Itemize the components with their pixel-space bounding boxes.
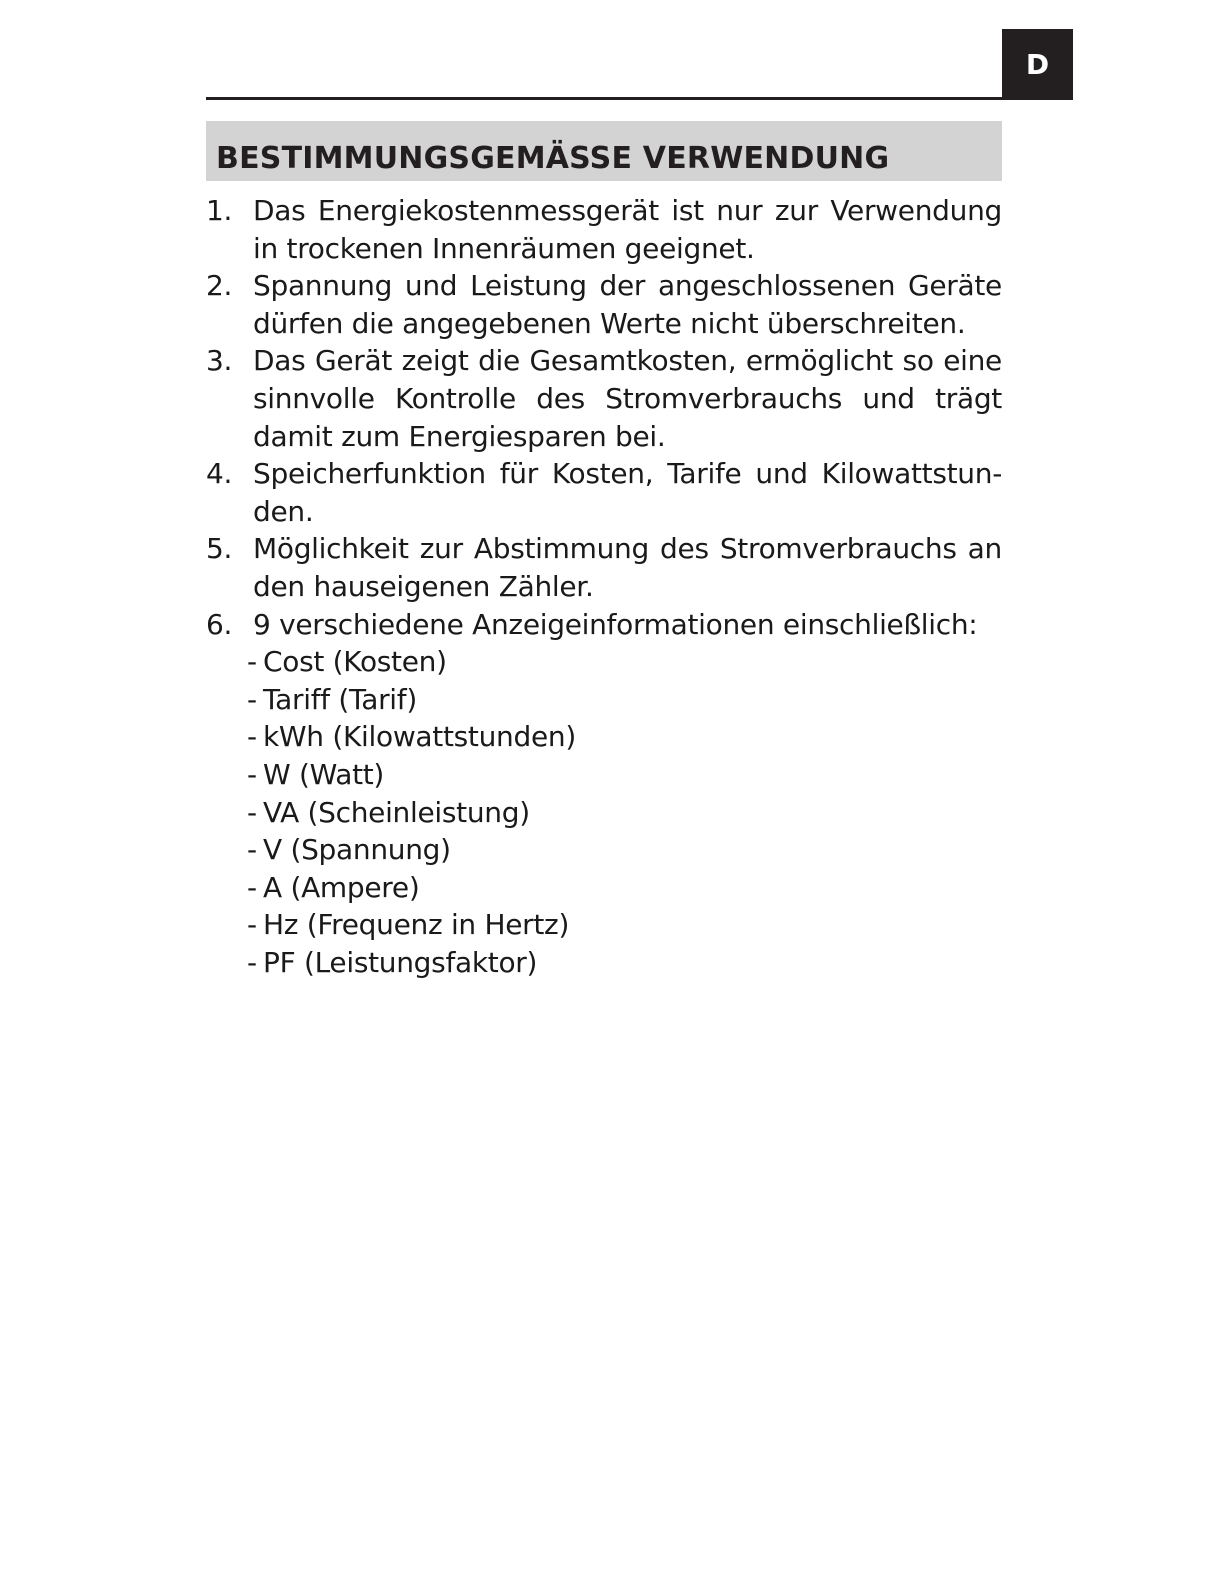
section-heading: BESTIMMUNGSGEMÄSSE VERWENDUNG: [216, 141, 890, 176]
list-item-number: 2.: [206, 269, 233, 303]
display-info-item: [247, 831, 1002, 869]
top-rule: [206, 97, 1002, 100]
display-info-item: [247, 869, 1002, 907]
display-info-text: PF (Leistungsfaktor): [263, 945, 538, 979]
dash-marker: -: [247, 870, 257, 904]
dash-marker: -: [247, 757, 257, 791]
display-info-text: V (Spannung): [263, 833, 451, 867]
dash-marker: -: [247, 833, 257, 867]
list-item-text: Spannung und Leistung der angeschlossenen Geräte dürfen die angegebenen Werte nicht überschreiten.: [253, 269, 1002, 340]
display-info-item: [247, 756, 1002, 794]
list-item-number: 4.: [206, 457, 233, 491]
usage-list: [206, 192, 1002, 981]
display-info-list: [247, 643, 1002, 981]
display-info-text: Cost (Kosten): [263, 645, 447, 679]
display-info-text: Tariff (Tarif): [263, 682, 417, 716]
list-item-text: 9 verschiedene Anzeigeinformationen einschließlich:: [253, 607, 978, 641]
dash-marker: -: [247, 682, 257, 716]
display-info-item: [247, 794, 1002, 832]
list-item-text: Das Gerät zeigt die Gesamtkosten, ermöglicht so eine sinnvolle Kontrolle des Stromverbrauchs und trägt damit zum Energiesparen bei.: [253, 344, 1002, 453]
list-item-number: 5.: [206, 532, 233, 566]
display-info-text: Hz (Frequenz in Hertz): [263, 908, 570, 942]
list-item-number: 6.: [206, 607, 233, 641]
list-item: [206, 342, 1002, 455]
display-info-item: [247, 681, 1002, 719]
list-item: [206, 267, 1002, 342]
list-item-number: 1.: [206, 194, 233, 227]
display-info-item: [247, 718, 1002, 756]
list-item: [206, 530, 1002, 605]
dash-marker: -: [247, 795, 257, 829]
display-info-text: kWh (Kilowattstunden): [263, 720, 576, 754]
display-info-item: [247, 643, 1002, 681]
display-info-item: [247, 944, 1002, 982]
list-item-text: Das Energiekostenmessgerät ist nur zur Verwendung in trockenen Innenräumen geeignet.: [253, 194, 1002, 265]
list-item: [206, 455, 1002, 530]
language-tab: D: [1002, 29, 1073, 100]
display-info-item: [247, 906, 1002, 944]
display-info-text: W (Watt): [263, 757, 385, 791]
display-info-text: A (Ampere): [263, 870, 420, 904]
list-item-text: Möglichkeit zur Abstimmung des Stromverbrauchs an den hauseigenen Zähler.: [253, 532, 1002, 603]
dash-marker: -: [247, 908, 257, 942]
dash-marker: -: [247, 945, 257, 979]
list-item: [206, 192, 1002, 267]
list-item-text: Speicherfunktion für Kosten, Tarife und Kilowattstun-den.: [253, 457, 1002, 528]
display-info-text: VA (Scheinleistung): [263, 795, 530, 829]
dash-marker: -: [247, 645, 257, 679]
section-heading-bar: [206, 121, 1002, 181]
list-item-number: 3.: [206, 344, 233, 378]
list-item: [206, 606, 1002, 982]
dash-marker: -: [247, 720, 257, 754]
